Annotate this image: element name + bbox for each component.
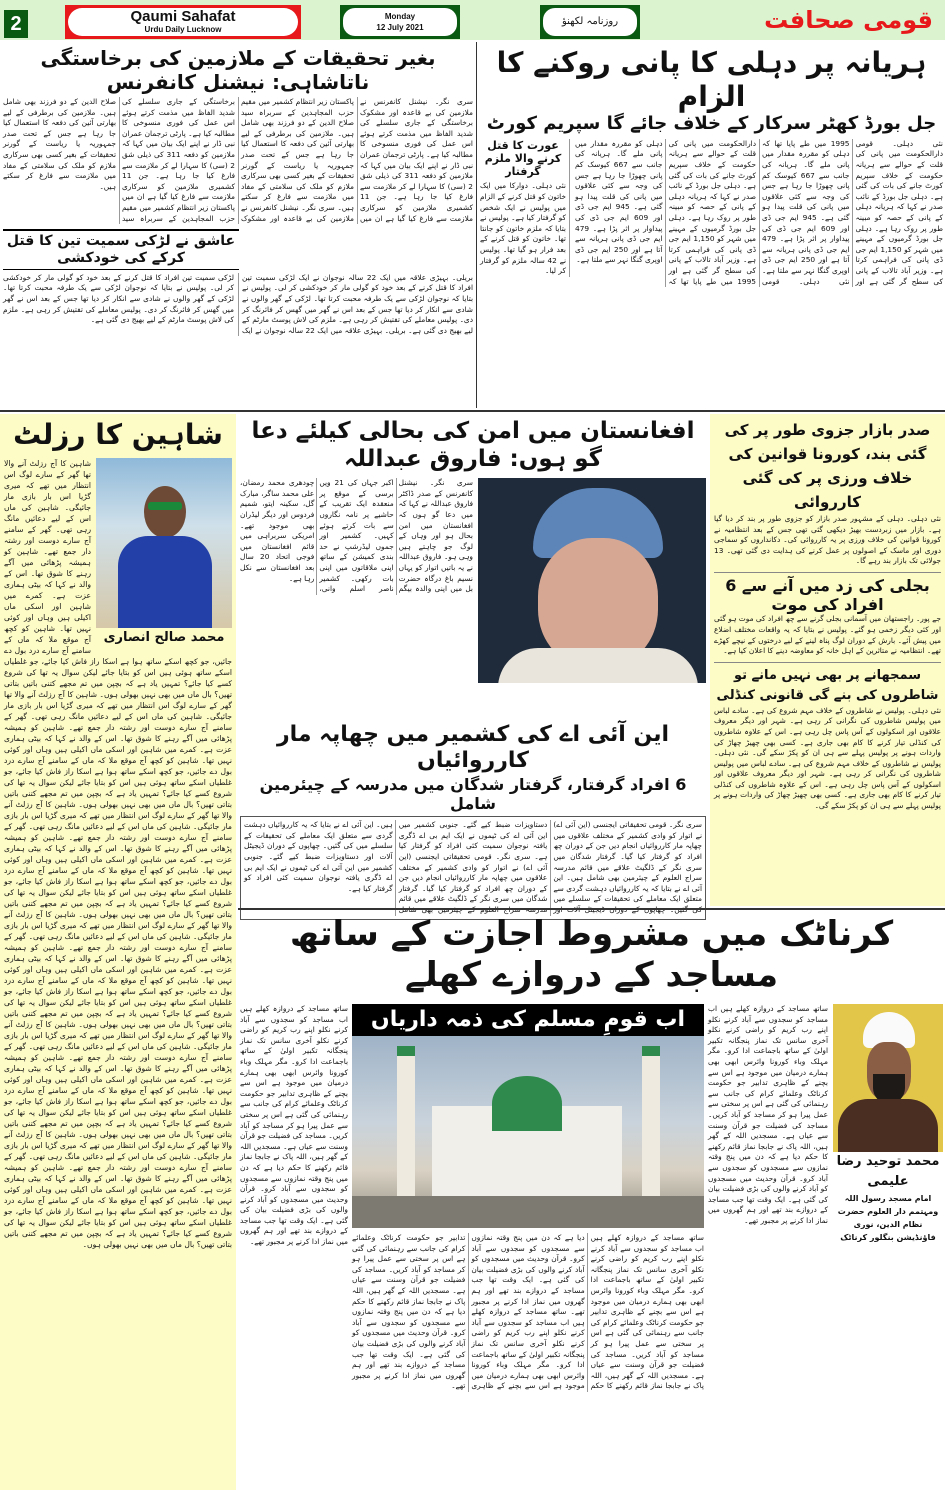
author-photo	[833, 1004, 943, 1152]
city-news-panel	[710, 414, 945, 906]
divider	[238, 908, 945, 910]
murder-headline: عورت کا قتل کرنے والا ملزم گرفتار	[484, 138, 562, 179]
haryana-subhead: جل بورڈ کھٹر سرکار کے خلاف جائے گا سپریم کورٹ	[486, 113, 937, 135]
bijli-body: جے پور۔ راجستھان میں آسمانی بجلی گرنے سے چھ افراد کی موت ہو گئی اور کئی دیگر زخمی ہو گئے۔ پولیس نے بتایا کہ یہ واقعات مختلف اضلاع میں پیش آئے۔ بارش کے دوران لوگ پناہ لینے کے لیے درختوں کے نیچے کھڑے تھے۔ انتظامیہ نے متاثرین کے اہل خانہ کو معاوضہ دینے کا اعلان کیا ہے۔	[714, 614, 941, 656]
karnataka-body-right: ساتھ مساجد کے دروازہ کھلے ہیں اب مساجد کو سجدوں سے آباد کرنے نکلو اپنے رب کریم کو راضی کرنے نکلو آخری سانس تک نماز پنجگانہ تکبیر اولیٰ کے ساتھ باجماعت ادا کرو۔ مگر مہلک وباء کورونا وائرس ابھی بھی ہمارے درمیان میں موجود ہے اس سے بچنے کے ظاہری تدابیر جو حکومت کرناٹک وعلمائے کرام کی جانب سے رہنمائی کی گئی ہے اس پر سختی سے عمل پیرا ہو کر مساجد کو آباد کریں۔ مساجد کی فضیلت جو قرآن وسنت سے عیاں ہے۔ مسجدیں اللہ کے گھر ہیں، اللہ پاک نے جابجا نماز قائم رکھنے کا حکم دیا ہے کہ دن میں پنج وقتہ نمازوں سے مسجدوں کو سجدوں سے آباد کرو۔ قرآن وحدیث میں مسجدوں کو آباد کرنے والوں کی بڑی فضیلت بیان کی گئی ہے۔ ایک وقت تھا جب مساجد کے دروازے بند تھے اور ہم گھروں میں نماز ادا کرنے پر مجبور تھے۔	[708, 1004, 828, 1225]
nia-subhead: 6 افراد گرفتار، گرفتار شدگان میں مدرسہ کے چیئرمین شامل	[259, 774, 687, 813]
shaheen-headline: شاہین کا رزلٹ	[13, 418, 223, 451]
haryana-headline: ہریانہ پر دہلی کا پانی روکنے کا الزام	[496, 46, 927, 113]
urdu-logo: قومی صحافت	[764, 6, 933, 34]
farooq-body: سری نگر۔ نیشنل کانفرنس کے صدر ڈاکٹر فاروق عبداللہ نے کہا کہ میں دعا گو ہوں کہ افغانستان میں امن بحال ہو اور وہاں کے لوگ جو چاہتے ہیں وہی ہو۔ فاروق عبداللہ نے یہ باتیں اتوار کو یہاں نسیم باغ درگاہ حضرت بل میں اپنی والدہ بیگم اکبر جہاں کی 21 ویں برسی کے موقع پر منعقدہ ایک تقریب کے حاشیے پر نامہ نگاروں سے بات کرتے ہوئے کہیں۔ کشمیر اور جموں لیڈرشپ نے حد بندی کمیشن کے ساتھ اپنی ملاقاتوں میں اپنی بات رکھی۔ کشمیر ناصر اسلم وانی، چودھری محمد رمضان، علی محمد ساگر، مبارک گل، سکینہ ایتو، شمیم فردوس اور دیگر لیڈران بھی موجود تھے۔ امریکی سربراہی میں قائم افغانستان میں فوجی اتحاد 20 سال بعد افغانستان سے نکل رہا ہے۔	[240, 478, 473, 594]
karnataka-body-left: ساتھ مساجد کے دروازہ کھلے ہیں اب مساجد کو سجدوں سے آباد کرنے نکلو اپنے رب کریم کو راضی کرنے نکلو آخری سانس تک نماز پنجگانہ تکبیر اولیٰ کے ساتھ باجماعت ادا کرو۔ مگر مہلک وباء کورونا وائرس ابھی بھی ہمارے درمیان میں موجود ہے اس سے بچنے کے ظاہری تدابیر جو حکومت کرناٹک وعلمائے کرام کی جانب سے رہنمائی کی گئی ہے اس پر سختی سے عمل پیرا ہو کر مساجد کو آباد کریں۔ مساجد کی فضیلت جو قرآن وسنت سے عیاں ہے۔ مسجدیں اللہ کے گھر ہیں، اللہ پاک نے جابجا نماز قائم رکھنے کا حکم دیا ہے کہ دن میں پنج وقتہ نمازوں سے مسجدوں کو سجدوں سے آباد کرو۔ قرآن وحدیث میں مسجدوں کو آباد کرنے والوں کی بڑی فضیلت بیان کی گئی ہے۔ ایک وقت تھا جب مساجد کے دروازے بند تھے اور ہم گھروں میں نماز ادا کرنے پر مجبور تھے۔	[240, 1004, 348, 1247]
date: 12 July 2021	[376, 23, 424, 32]
ashiq-headline: عاشق نے لڑکی سمیت تین کا قتل کرکے کی خودکشی	[3, 229, 239, 270]
karnataka-middle	[352, 1004, 704, 1392]
shatir-body: نئی دہلی۔ پولیس نے شاطروں کے خلاف مہم شروع کی ہے۔ سادے لباس میں پولیس شاطروں کی نگرانی کر رہی ہے۔ شہر اور دیگر معروف علاقوں اور اسکولوں کے آس پاس چل رہی ہے۔ اس کے علاوہ شاطروں کی کنڈلی تیار کرنے کا کام بھی جاری ہے۔ کسی بھی چھیڑ چھاڑ کی واردات ہونے پر پولیس پہلے سے ہی ان کو پکڑ سکے گی۔ نئی دہلی۔ پولیس نے شاطروں کے خلاف مہم شروع کی ہے۔ سادے لباس میں پولیس شاطروں کی نگرانی کر رہی ہے۔ شہر اور دیگر معروف علاقوں اور اسکولوں کے آس پاس چل رہی ہے۔ اس کے علاوہ شاطروں کی کنڈلی تیار کرنے کا کام بھی جاری ہے۔ کسی بھی چھیڑ چھاڑ کی واردات ہونے پر پولیس پہلے سے ہی ان کو پکڑ سکے گی۔	[714, 705, 941, 811]
nc-headline: بغیر تحقیقات کے ملازمین کی برخاستگی ناتاشاہی: نیشنل کانفرنس	[40, 46, 436, 94]
page-number: 2	[4, 10, 28, 38]
bijli-headline: بجلی کی زد میں آنے سے 6 افراد کی موت	[714, 572, 941, 614]
english-title-box	[65, 5, 301, 39]
shaheen-caption: محمد صالح انصاری	[103, 629, 225, 645]
nc-article	[3, 46, 473, 336]
shaheen-photo-block	[96, 458, 232, 648]
day: Monday	[384, 12, 416, 21]
murder-story	[480, 139, 570, 277]
karnataka-right	[708, 1004, 943, 1244]
date-box	[340, 5, 460, 39]
shaheen-body: شاہین کا آج رزلٹ آنے والا تھا گھر کے سارے لوگ اس انتظار میں تھے کہ میری گڑیا اس بار بازی مار جائیگی۔ شاہین کی ماں اس کے لیے دعائیں مانگ رہی تھی۔ گھر کے سامنے آج سارے دوست اور رشتہ دار جمع تھے۔ شاہین کو ہمیشہ پڑھائی میں آگے رہنے کا شوق تھا۔ اس کے والد نے کہا کہ بیٹی ہماری عزت ہے۔ کمرے میں شاہین اور اسکی ماں اکیلی ہیں وہاں اور کوئی نہیں تھا۔ شاہین کو کچھ آج موقع ملا کہ ماں کے سامنے آج سارے درد بول دے جائیں، جو کچھ اسکے ساتھ ہوا ہے اسکا راز فاش کیا جائے، جو غلطیاں اسکے ساتھ ہوئی ہیں اس کو بتایا جائے لیکن سوال یہ تھا کی شروع کسے کیا جائے؟ تمہیں یاد ہے کہ بچپن میں تم مجھے کتنی باتیں بتاتی تھیں؟ بال ماں میں بھی نہیں بھولی ہوں۔ شاہین کا آج رزلٹ آنے والا تھا گھر کے سارے لوگ اس انتظار میں تھے کہ میری گڑیا اس بار بازی مار جائیگی۔ شاہین کی ماں اس کے لیے دعائیں مانگ رہی تھی۔ گھر کے سامنے آج سارے دوست اور رشتہ دار جمع تھے۔ شاہین کو ہمیشہ پڑھائی میں آگے رہنے کا شوق تھا۔ اس کے والد نے کہا کہ بیٹی ہماری عزت ہے۔ کمرے میں شاہین اور اسکی ماں اکیلی ہیں وہاں اور کوئی نہیں تھا۔ شاہین کو کچھ آج موقع ملا کہ ماں کے سامنے آج سارے درد بول دے جائیں، جو کچھ اسکے ساتھ ہوا ہے اسکا راز فاش کیا جائے، جو غلطیاں اسکے ساتھ ہوئی ہیں اس کو بتایا جائے لیکن سوال یہ تھا کی شروع کسے کیا جائے؟ تمہیں یاد ہے کہ بچپن میں تم مجھے کتنی باتیں بتاتی تھیں؟ بال ماں میں بھی نہیں بھولی ہوں۔ شاہین کا آج رزلٹ آنے والا تھا گھر کے سارے لوگ اس انتظار میں تھے کہ میری گڑیا اس بار بازی مار جائیگی۔ شاہین کی ماں اس کے لیے دعائیں مانگ رہی تھی۔ گھر کے سامنے آج سارے دوست اور رشتہ دار جمع تھے۔ شاہین کو ہمیشہ پڑھائی میں آگے رہنے کا شوق تھا۔ اس کے والد نے کہا کہ بیٹی ہماری عزت ہے۔ کمرے میں شاہین اور اسکی ماں اکیلی ہیں وہاں اور کوئی نہیں تھا۔ شاہین کو کچھ آج موقع ملا کہ ماں کے سامنے آج سارے درد بول دے جائیں، جو کچھ اسکے ساتھ ہوا ہے اسکا راز فاش کیا جائے، جو غلطیاں اسکے ساتھ ہوئی ہیں اس کو بتایا جائے لیکن سوال یہ تھا کی شروع کسے کیا جائے؟ تمہیں یاد ہے کہ بچپن میں تم مجھے کتنی باتیں بتاتی تھیں؟ بال ماں میں بھی نہیں بھولی ہوں۔ شاہین کا آج رزلٹ آنے والا تھا گھر کے سارے لوگ اس انتظار میں تھے کہ میری گڑیا اس بار بازی مار جائیگی۔ شاہین کی ماں اس کے لیے دعائیں مانگ رہی تھی۔ گھر کے سامنے آج سارے دوست اور رشتہ دار جمع تھے۔ شاہین کو ہمیشہ پڑھائی میں آگے رہنے کا شوق تھا۔ اس کے والد نے کہا کہ بیٹی ہماری عزت ہے۔ کمرے میں شاہین اور اسکی ماں اکیلی ہیں وہاں اور کوئی نہیں تھا۔ شاہین کو کچھ آج موقع ملا کہ ماں کے سامنے آج سارے درد بول دے جائیں، جو کچھ اسکے ساتھ ہوا ہے اسکا راز فاش کیا جائے، جو غلطیاں اسکے ساتھ ہوئی ہیں اس کو بتایا جائے لیکن سوال یہ تھا کی شروع کسے کیا جائے؟ تمہیں یاد ہے کہ بچپن میں تم مجھے کتنی باتیں بتاتی تھیں؟ بال ماں میں بھی نہیں بھولی ہوں۔ شاہین کا آج رزلٹ آنے والا تھا گھر کے سارے لوگ اس انتظار میں تھے کہ میری گڑیا اس بار بازی مار جائیگی۔ شاہین کی ماں اس کے لیے دعائیں مانگ رہی تھی۔ گھر کے سامنے آج سارے دوست اور رشتہ دار جمع تھے۔ شاہین کو ہمیشہ پڑھائی میں آگے رہنے کا شوق تھا۔ اس کے والد نے کہا کہ بیٹی ہماری عزت ہے۔ کمرے میں شاہین اور اسکی ماں اکیلی ہیں وہاں اور کوئی نہیں تھا۔ شاہین کو کچھ آج موقع ملا کہ ماں کے سامنے آج سارے درد بول دے جائیں، جو کچھ اسکے ساتھ ہوا ہے اسکا راز فاش کیا جائے، جو غلطیاں اسکے ساتھ ہوئی ہیں اس کو بتایا جائے لیکن سوال یہ تھا کی شروع کسے کیا جائے؟ تمہیں یاد ہے کہ بچپن میں تم مجھے کتنی باتیں بتاتی تھیں؟ بال ماں میں بھی نہیں بھولی ہوں۔ شاہین کا آج رزلٹ آنے والا تھا گھر کے سارے لوگ اس انتظار میں تھے کہ میری گڑیا اس بار بازی مار جائیگی۔ شاہین کی ماں اس کے لیے دعائیں مانگ رہی تھی۔ گھر کے سامنے آج سارے دوست اور رشتہ دار جمع تھے۔ شاہین کو ہمیشہ پڑھائی میں آگے رہنے کا شوق تھا۔ اس کے والد نے کہا کہ بیٹی ہماری عزت ہے۔ کمرے میں شاہین اور اسکی ماں اکیلی ہیں وہاں اور کوئی نہیں تھا۔ شاہین کو کچھ آج موقع ملا کہ ماں کے سامنے آج سارے درد بول دے جائیں، جو کچھ اسکے ساتھ ہوا ہے اسکا راز فاش کیا جائے، جو غلطیاں اسکے ساتھ ہوئی ہیں اس کو بتایا جائے لیکن سوال یہ تھا کی شروع کسے کیا جائے؟ تمہیں یاد ہے کہ بچپن میں تم مجھے کتنی باتیں بتاتی تھیں؟ بال ماں میں بھی نہیں بھولی ہوں۔	[4, 458, 232, 1249]
haryana-body: نئی دہلی۔ قومی دارالحکومت میں پانی کی قلت کے حوالے سے ہریانہ حکومت کے خلاف سپریم کورٹ جانے کی بات کی گئی ہے۔ دہلی جل بورڈ کے نائب صدر نے کہا کہ ہریانہ دہلی کے پانی کے حصہ کو مبینہ طور پر روک رہا ہے۔ دہلی جل بورڈ گرمیوں کے مہینے میں شہر کو 1,150 ایم جی ڈی پانی کی فراہمی کرتا ہے۔ وزیر آباد تالاب کے پانی کی سطح گر گئی ہے اور 1995 میں طے پایا تھا کہ دہلی کو مقررہ مقدار میں پانی ملے گا۔ ہریانہ کی جانب سے 667 کیوسک کم پانی چھوڑا جا رہا ہے جس کی وجہ سے کئی علاقوں میں پانی کی قلت پیدا ہو گئی ہے۔ 945 ایم جی ڈی اور 609 ایم جی ڈی کی پیداوار پر اثر پڑا ہے۔ 479 ایم جی ڈی پانی ہریانہ سے آتا ہے اور 250 ایم جی ڈی اوپری گنگا نہر سے ملتا ہے۔ نئی دہلی۔ قومی دارالحکومت میں پانی کی قلت کے حوالے سے ہریانہ حکومت کے خلاف سپریم کورٹ جانے کی بات کی گئی ہے۔ دہلی جل بورڈ کے نائب صدر نے کہا کہ ہریانہ دہلی کے پانی کے حصہ کو مبینہ طور پر روک رہا ہے۔ دہلی جل بورڈ گرمیوں کے مہینے میں شہر کو 1,150 ایم جی ڈی پانی کی فراہمی کرتا ہے۔ وزیر آباد تالاب کے پانی کی سطح گر گئی ہے اور 1995 میں طے پایا تھا کہ دہلی کو مقررہ مقدار میں پانی ملے گا۔ ہریانہ کی جانب سے 667 کیوسک کم پانی چھوڑا جا رہا ہے جس کی وجہ سے کئی علاقوں میں پانی کی قلت پیدا ہو گئی ہے۔ 945 ایم جی ڈی اور 609 ایم جی ڈی کی پیداوار پر اثر پڑا ہے۔ 479 ایم جی ڈی پانی ہریانہ سے آتا ہے اور 250 ایم جی ڈی اوپری گنگا نہر سے ملتا ہے۔	[575, 138, 943, 286]
karnataka-headline: کرناٹک میں مشروط اجازت کے ساتھ مساجد کے دروازے کھلے	[289, 914, 894, 995]
murder-body: نئی دہلی۔ دوارکا میں ایک خاتون کو قتل کرنے کے الزام میں پولیس نے ایک شخص کو گرفتار کیا ہے۔ پولیس نے بتایا کہ ملزم خاتون کو جانتا تھا۔ خاتون کو قتل کرنے کے بعد فرار ہو گیا تھا۔ پولیس نے 42 سالہ ملزم کو گرفتار کر لیا۔	[480, 181, 566, 276]
shaheen-panel	[0, 414, 236, 1490]
karnataka-body: ساتھ مساجد کے دروازہ کھلے ہیں اب مساجد کو سجدوں سے آباد کرنے نکلو اپنے رب کریم کو راضی کرنے نکلو آخری سانس تک نماز پنجگانہ تکبیر اولیٰ کے ساتھ باجماعت ادا کرو۔ مگر مہلک وباء کورونا وائرس ابھی بھی ہمارے درمیان میں موجود ہے اس سے بچنے کے ظاہری تدابیر جو حکومت کرناٹک وعلمائے کرام کی جانب سے رہنمائی کی گئی ہے اس پر سختی سے عمل پیرا ہو کر مساجد کو آباد کریں۔ مساجد کی فضیلت جو قرآن وسنت سے عیاں ہے۔ مسجدیں اللہ کے گھر ہیں، اللہ پاک نے جابجا نماز قائم رکھنے کا حکم دیا ہے کہ دن میں پنج وقتہ نمازوں سے مسجدوں کو سجدوں سے آباد کرو۔ قرآن وحدیث میں مسجدوں کو آباد کرنے والوں کی بڑی فضیلت بیان کی گئی ہے۔ ایک وقت تھا جب مساجد کے دروازے بند تھے اور ہم گھروں میں نماز ادا کرنے پر مجبور تھے۔ ساتھ مساجد کے دروازہ کھلے ہیں اب مساجد کو سجدوں سے آباد کرنے نکلو اپنے رب کریم کو راضی کرنے نکلو آخری سانس تک نماز پنجگانہ تکبیر اولیٰ کے ساتھ باجماعت ادا کرو۔ مگر مہلک وباء کورونا وائرس ابھی بھی ہمارے درمیان میں موجود ہے اس سے بچنے کے ظاہری تدابیر جو حکومت کرناٹک وعلمائے کرام کی جانب سے رہنمائی کی گئی ہے اس پر سختی سے عمل پیرا ہو کر مساجد کو آباد کریں۔ مساجد کی فضیلت جو قرآن وسنت سے عیاں ہے۔ مسجدیں اللہ کے گھر ہیں، اللہ پاک نے جابجا نماز قائم رکھنے کا حکم دیا ہے کہ دن میں پنج وقتہ نمازوں سے مسجدوں کو سجدوں سے آباد کرو۔ قرآن وحدیث میں مسجدوں کو آباد کرنے والوں کی بڑی فضیلت بیان کی گئی ہے۔ ایک وقت تھا جب مساجد کے دروازے بند تھے اور ہم گھروں میں نماز ادا کرنے پر مجبور تھے۔	[352, 1233, 704, 1391]
ashiq-body: بریلی۔ بہیڑی علاقہ میں ایک 22 سالہ نوجوان نے ایک لڑکی سمیت تین افراد کا قتل کرنے کے بعد خود کو گولی مار کر خودکشی کر لی۔ پولیس نے بتایا کہ نوجوان لڑکی سے یک طرفہ محبت کرتا تھا۔ لڑکی کے گھر والوں نے شادی سے انکار کر دیا تھا جس کے بعد اس نے گھر میں گھس کر فائرنگ کر دی۔ پولیس معاملے کی تفتیش کر رہی ہے۔ ملزم کی لاش پوسٹ مارٹم کے لیے بھیج دی گئی ہے۔ بریلی۔ بہیڑی علاقہ میں ایک 22 سالہ نوجوان نے ایک لڑکی سمیت تین افراد کا قتل کرنے کے بعد خود کو گولی مار کر خودکشی کر لی۔ پولیس نے بتایا کہ نوجوان لڑکی سے یک طرفہ محبت کرتا تھا۔ لڑکی کے گھر والوں نے شادی سے انکار کر دیا تھا جس کے بعد اس نے گھر میں گھس کر فائرنگ کر دی۔ پولیس معاملے کی تفتیش کر رہی ہے۔ ملزم کی لاش پوسٹ مارٹم کے لیے بھیج دی گئی ہے۔	[3, 272, 473, 335]
roznama-label: روزنامہ لکھنؤ	[543, 8, 637, 36]
photo-banner: اب قومِ مسلم کی ذمہ داریاں	[352, 1004, 704, 1036]
nia-body: سری نگر۔ قومی تحقیقاتی ایجنسی (این آئی اے) نے اتوار کو وادی کشمیر کے مختلف علاقوں میں چھاپہ مار کارروائیاں انجام دیں جن کے دوران چھ افراد کو گرفتار کیا گیا۔ گرفتار شدگان میں سری نگر کے ڈلگیٹ علاقے میں قائم مدرسہ سراج العلوم کے چیئرمین بھی شامل ہیں۔ این آئی اے نے بتایا کہ یہ کارروائیاں دہشت گردی سے متعلق ایک معاملے کی تحقیقات کے سلسلے میں دستاویزات ضبط کیے گئے۔ جنوبی کشمیر میں این آئی اے کی ٹیموں نے ایک ایم بی اے ڈگری یافتہ نوجوان سمیت کئی افراد کو گرفتار کیا ہے۔ سری نگر۔ قومی تحقیقاتی ایجنسی (این آئی اے) نے اتوار کو وادی کشمیر کے مختلف علاقوں میں چھاپہ مار کارروائیاں انجام دیں جن کے دوران چھ افراد کو گرفتار کیا گیا۔ گرفتار شدگان میں سری نگر کے ڈلگیٹ علاقے میں قائم ہیں۔ این آئی اے نے بتایا کہ یہ کارروائیاں دہشت گردی سے متعلق ایک معاملے کی تحقیقات کے سلسلے میں کی گئیں۔ چھاپوں کے دوران ڈیجیٹل آلات اور دستاویزات ضبط کیے گئے۔ جنوبی کشمیر میں این آئی اے کی ٹیموں نے ایک ایم بی اے ڈگری یافتہ نوجوان سمیت کئی افراد کو گرفتار کیا ہے۔	[240, 816, 706, 919]
farooq-article	[240, 418, 706, 683]
nc-body: سری نگر۔ نیشنل کانفرنس نے ملازمین کی بے قاعدہ اور مشکوک برخاستگی کے جاری سلسلے کی شدید الفاظ میں مذمت کرتے ہوئے اس عمل کی فوری منسوخی کا مطالبہ کیا ہے۔ پارٹی ترجمان عمران نبی ڈار نے اپنے ایک بیان میں کہا کہ ملازمین کو دفعہ 311 کی ذیلی شق 2 (سی) کا سہارا لے کر ملازمت سے فارغ کیا جا رہا ہے۔ جن 11 کشمیری ملازمین کو سرکاری ملازمت سے فارغ کیا گیا ہے ان میں پاکستان زیر انتظام کشمیر میں مقیم حزب المجاہدین کے سربراہ سید صلاح الدین کے دو فرزند بھی شامل ہیں۔ ملازمین کی برطرفی کے لیے بھارتی آئین کی دفعہ کا استعمال کیا جا رہا ہے جس کے تحت صدر جمہوریہ یا ریاست کے گورنر تحقیقات کے بغیر کسی بھی سرکاری ملازم کو ملک کی سلامتی کے مفاد میں ملازمت سے فارغ کر سکتے ہیں۔ سری نگر۔ نیشنل کانفرنس نے ملازمین کی بے قاعدہ اور مشکوک برخاستگی کے جاری سلسلے کی شدید الفاظ میں مذمت کرتے ہوئے اس عمل کی فوری منسوخی کا مطالبہ کیا ہے۔ پارٹی ترجمان عمران نبی ڈار نے اپنے ایک بیان میں کہا کہ ملازمین کو دفعہ 311 کی ذیلی شق 2 (سی) کا سہارا لے کر ملازمت سے فارغ کیا جا رہا ہے۔ جن 11 کشمیری ملازمین کو سرکاری ملازمت سے فارغ کیا گیا ہے ان میں پاکستان زیر انتظام کشمیر میں مقیم حزب المجاہدین کے سربراہ سید صلاح الدین کے دو فرزند بھی شامل ہیں۔ ملازمین کی برطرفی کے لیے بھارتی آئین کی دفعہ کا استعمال کیا جا رہا ہے جس کے تحت صدر جمہوریہ یا ریاست کے گورنر تحقیقات کے بغیر کسی بھی سرکاری ملازم کو ملک کی سلامتی کے مفاد میں ملازمت سے فارغ کر سکتے ہیں۔	[3, 97, 473, 223]
haryana-article	[480, 46, 943, 287]
author-title: امام مسجد رسول اللہ ومہتمم دار العلوم حضرت نظام الدین، نوری فاؤنڈیشن بنگلور کرناٹک	[837, 1194, 939, 1242]
sadar-body: نئی دہلی۔ دہلی کے مشہور صدر بازار کو جزوی طور پر بند کر دیا گیا ہے۔ بازار میں زبردست بھیڑ دیکھی گئی تھی جس کے بعد انتظامیہ نے کورونا قوانین کی خلاف ورزی پر یہ کارروائی کی۔ دکانداروں کو سماجی دوری اور ماسک کے اصولوں پر عمل کرنے کی ہدایت دی گئی تھی۔ 13 جولائی تک بازار بند رہے گا۔	[714, 514, 941, 566]
nia-article	[240, 722, 706, 920]
sadar-headline: صدر بازار جزوی طور پر کی گئی بند، کورونا قوانین کی خلاف ورزی پر کی گئی کارروائی	[724, 421, 931, 511]
divider	[476, 42, 477, 408]
mosque-photo	[352, 1036, 704, 1228]
divider	[0, 410, 945, 412]
nia-headline: این آئی اے کی کشمیر میں چھاپہ مار کارروائیاں	[276, 722, 670, 774]
paper-sub-en: Urdu Daily Lucknow	[144, 25, 222, 34]
farooq-photo	[478, 478, 706, 683]
roznama-box	[540, 5, 640, 39]
paper-name-en: Qaumi Sahafat	[130, 8, 236, 25]
author-name: محمد توحید رضا علیمی	[836, 1154, 940, 1189]
farooq-headline: افغانستان میں امن کی بحالی کیلئے دعا گو ہوں: فاروق عبداللہ	[251, 418, 695, 472]
author-block	[833, 1004, 943, 1244]
shatir-headline: سمجھانے پر بھی نہیں مانے تو شاطروں کی بنے گی قانونی کنڈلی	[714, 662, 941, 706]
shaheen-photo	[96, 458, 232, 628]
